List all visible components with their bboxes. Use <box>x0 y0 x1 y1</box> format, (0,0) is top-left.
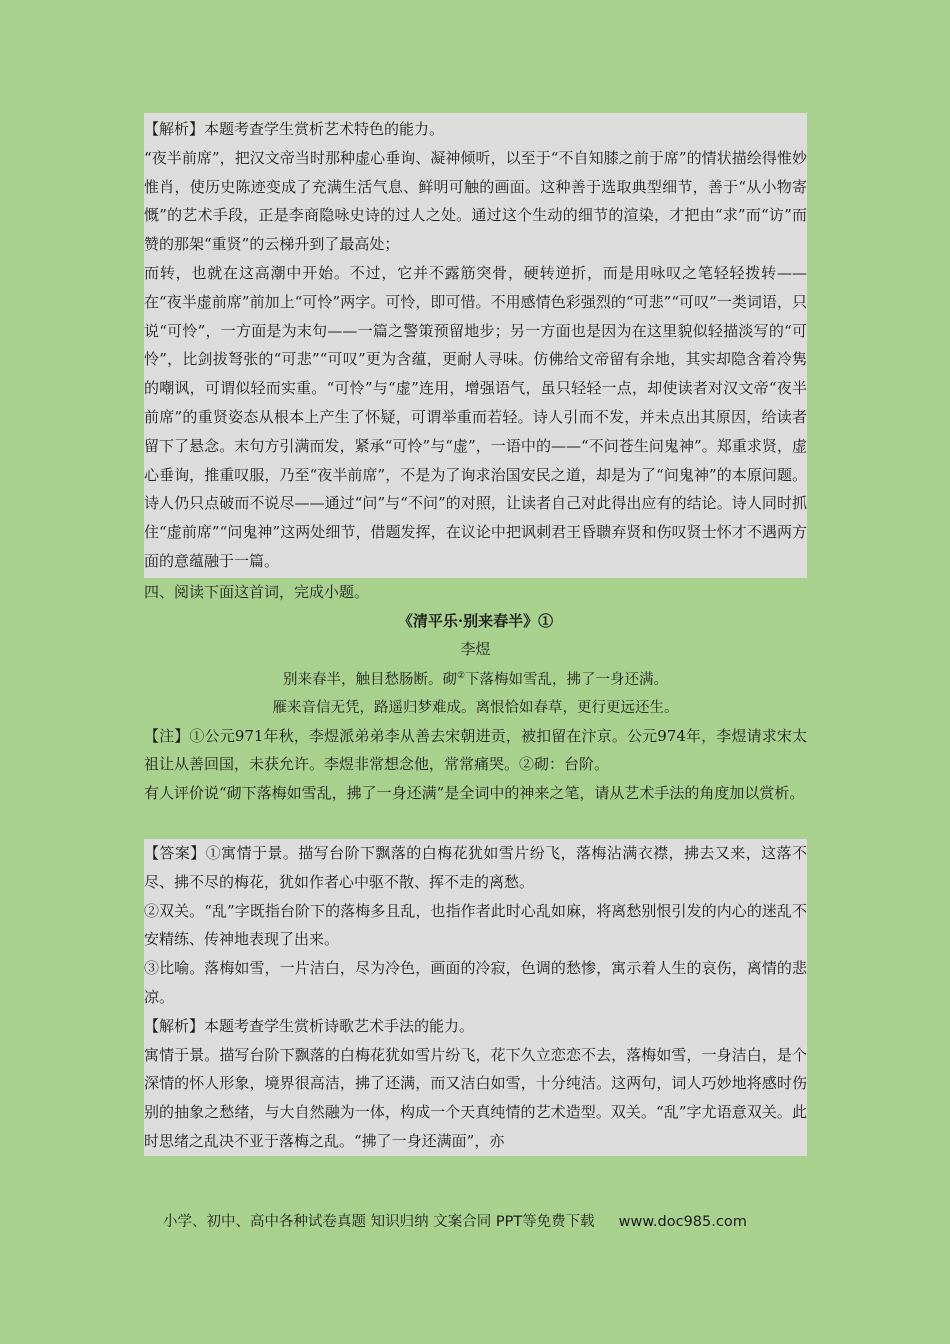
analysis-heading: 【解析】本题考查学生赏析艺术特色的能力。 <box>144 120 445 138</box>
poem-author: 李煜 <box>460 639 491 658</box>
poem-line-1-b: 下落梅如雪乱，拂了一身还满。 <box>465 671 669 688</box>
poem-line-1-a: 别来春半，触目愁肠断。砌 <box>282 671 457 688</box>
answer-item: ③比喻。落梅如雪，一片洁白，尽为冷色，画面的冷寂，色调的愁惨，寓示着人生的哀伤，离情的悲凉。 <box>144 959 807 1006</box>
document-body <box>144 113 807 1156</box>
analysis-paragraph: 寓情于景。描写台阶下飘落的白梅花犹如雪片纷飞，花下久立恋恋不去，落梅如雪，一身洁白，是个深情的怀人形象，境界很高洁，拂了还满，而又洁白如雪，十分纯洁。这两句，词人巧妙地将感时伤别的抽象之愁绪，与大自然融为一体，构成一个天真纯情的艺术造型。双关。“乱”字尤语意双关。此时思绪之乱决不亚于落梅之乱。“拂了一身还满面”，亦 <box>144 1045 807 1150</box>
spacer <box>144 808 807 839</box>
poem-line-1 <box>144 662 807 694</box>
answer-item: ②双关。“乱”字既指台阶下的落梅多且乱，也指作者此时心乱如麻，将离愁别恨引发的内心的迷乱不安精练、传神地表现了出来。 <box>144 901 807 949</box>
poem-line-2: 雁来音信无凭，路遥归梦难成。离恨恰如春草，更行更远还生。 <box>272 699 679 716</box>
page-footer <box>163 1210 747 1234</box>
analysis-paragraph: “夜半前席”，把汉文帝当时那种虚心垂询、凝神倾听，以至于“不自知膝之前于席”的情状描绘得惟妙惟肖，使历史陈迹变成了充满生活气息、鲜明可触的画面。这种善于选取典型细节，善于“从小物寄慨”的艺术手段，正是李商隐咏史诗的过人之处。通过这个生动的细节的渲染，才把由“求”而“访”而赞的那架“重贤”的云梯升到了最高处； <box>144 148 807 254</box>
answer-block <box>144 839 807 1156</box>
question-heading: 四、阅读下面这首词，完成小题。 <box>144 582 370 601</box>
poem-title: 《清平乐·别来春半》① <box>397 611 554 630</box>
footer-text: 小学、初中、高中各种试卷真题 知识归纳 文案合同 PPT等免费下载 <box>163 1214 595 1230</box>
poem-note: 【注】①公元971年秋，李煜派弟弟李从善去宋朝进贡，被扣留在汴京。公元974年，李煜请求宋太祖让从善回国，未获允许。李煜非常想念他，常常痛哭。②砌：台阶。 <box>144 726 807 774</box>
analysis-heading: 【解析】本题考查学生赏析诗歌艺术手法的能力。 <box>144 1016 475 1035</box>
analysis-block-1 <box>144 113 807 578</box>
answer-item: 【答案】①寓情于景。描写台阶下飘落的白梅花犹如雪片纷飞，落梅沾满衣襟，拂去又来，这落不尽、拂不尽的梅花，犹如作者心中驱不散、挥不走的离愁。 <box>144 843 807 891</box>
footer-url[interactable]: www.doc985.com <box>618 1214 747 1230</box>
question-prompt: 有人评价说“砌下落梅如雪乱，拂了一身还满”是全词中的神来之笔，请从艺术手法的角度加以赏析。 <box>144 784 805 803</box>
footnote-marker: ② <box>456 670 466 681</box>
analysis-paragraph: 而转，也就在这高潮中开始。不过，它并不露筋突骨，硬转逆折，而是用咏叹之笔轻轻拨转——在“夜半虚前席”前加上“可怜”两字。可怜，即可惜。不用感情色彩强烈的“可悲”“可叹”一类词语，只说“可怜”，一方面是为末句——一篇之警策预留地步；另一方面也是因为在这里貌似轻描淡写的“可怜”，比剑拔弩张的“可悲”“可叹”更为含蕴，更耐人寻味。仿佛给文帝留有余地，其实却隐含着冷隽的嘲讽，可谓似轻而实重。“可怜”与“虚”连用，增强语气，虽只轻轻一点，却使读者对汉文帝“夜半前席”的重贤姿态从根本上产生了怀疑，可谓举重而若轻。诗人引而不发，并未点出其原因，给读者留下了悬念。末句方引满而发，紧承“可怜”与“虚”，一语中的——“不问苍生问鬼神”。郑重求贤，虚心垂询，推重叹服，乃至“夜半前席”，不是为了询求治国安民之道，却是为了“问鬼神”的本原问题。诗人仍只点破而不说尽——通过“问”与“不问”的对照，让读者自己对此得出应有的结论。诗人同时抓住“虚前席”“问鬼神”这两处细节，借题发挥，在议论中把讽刺君王昏聩弃贤和伤叹贤士怀才不遇两方面的意蕴融于一篇。 <box>144 263 807 570</box>
